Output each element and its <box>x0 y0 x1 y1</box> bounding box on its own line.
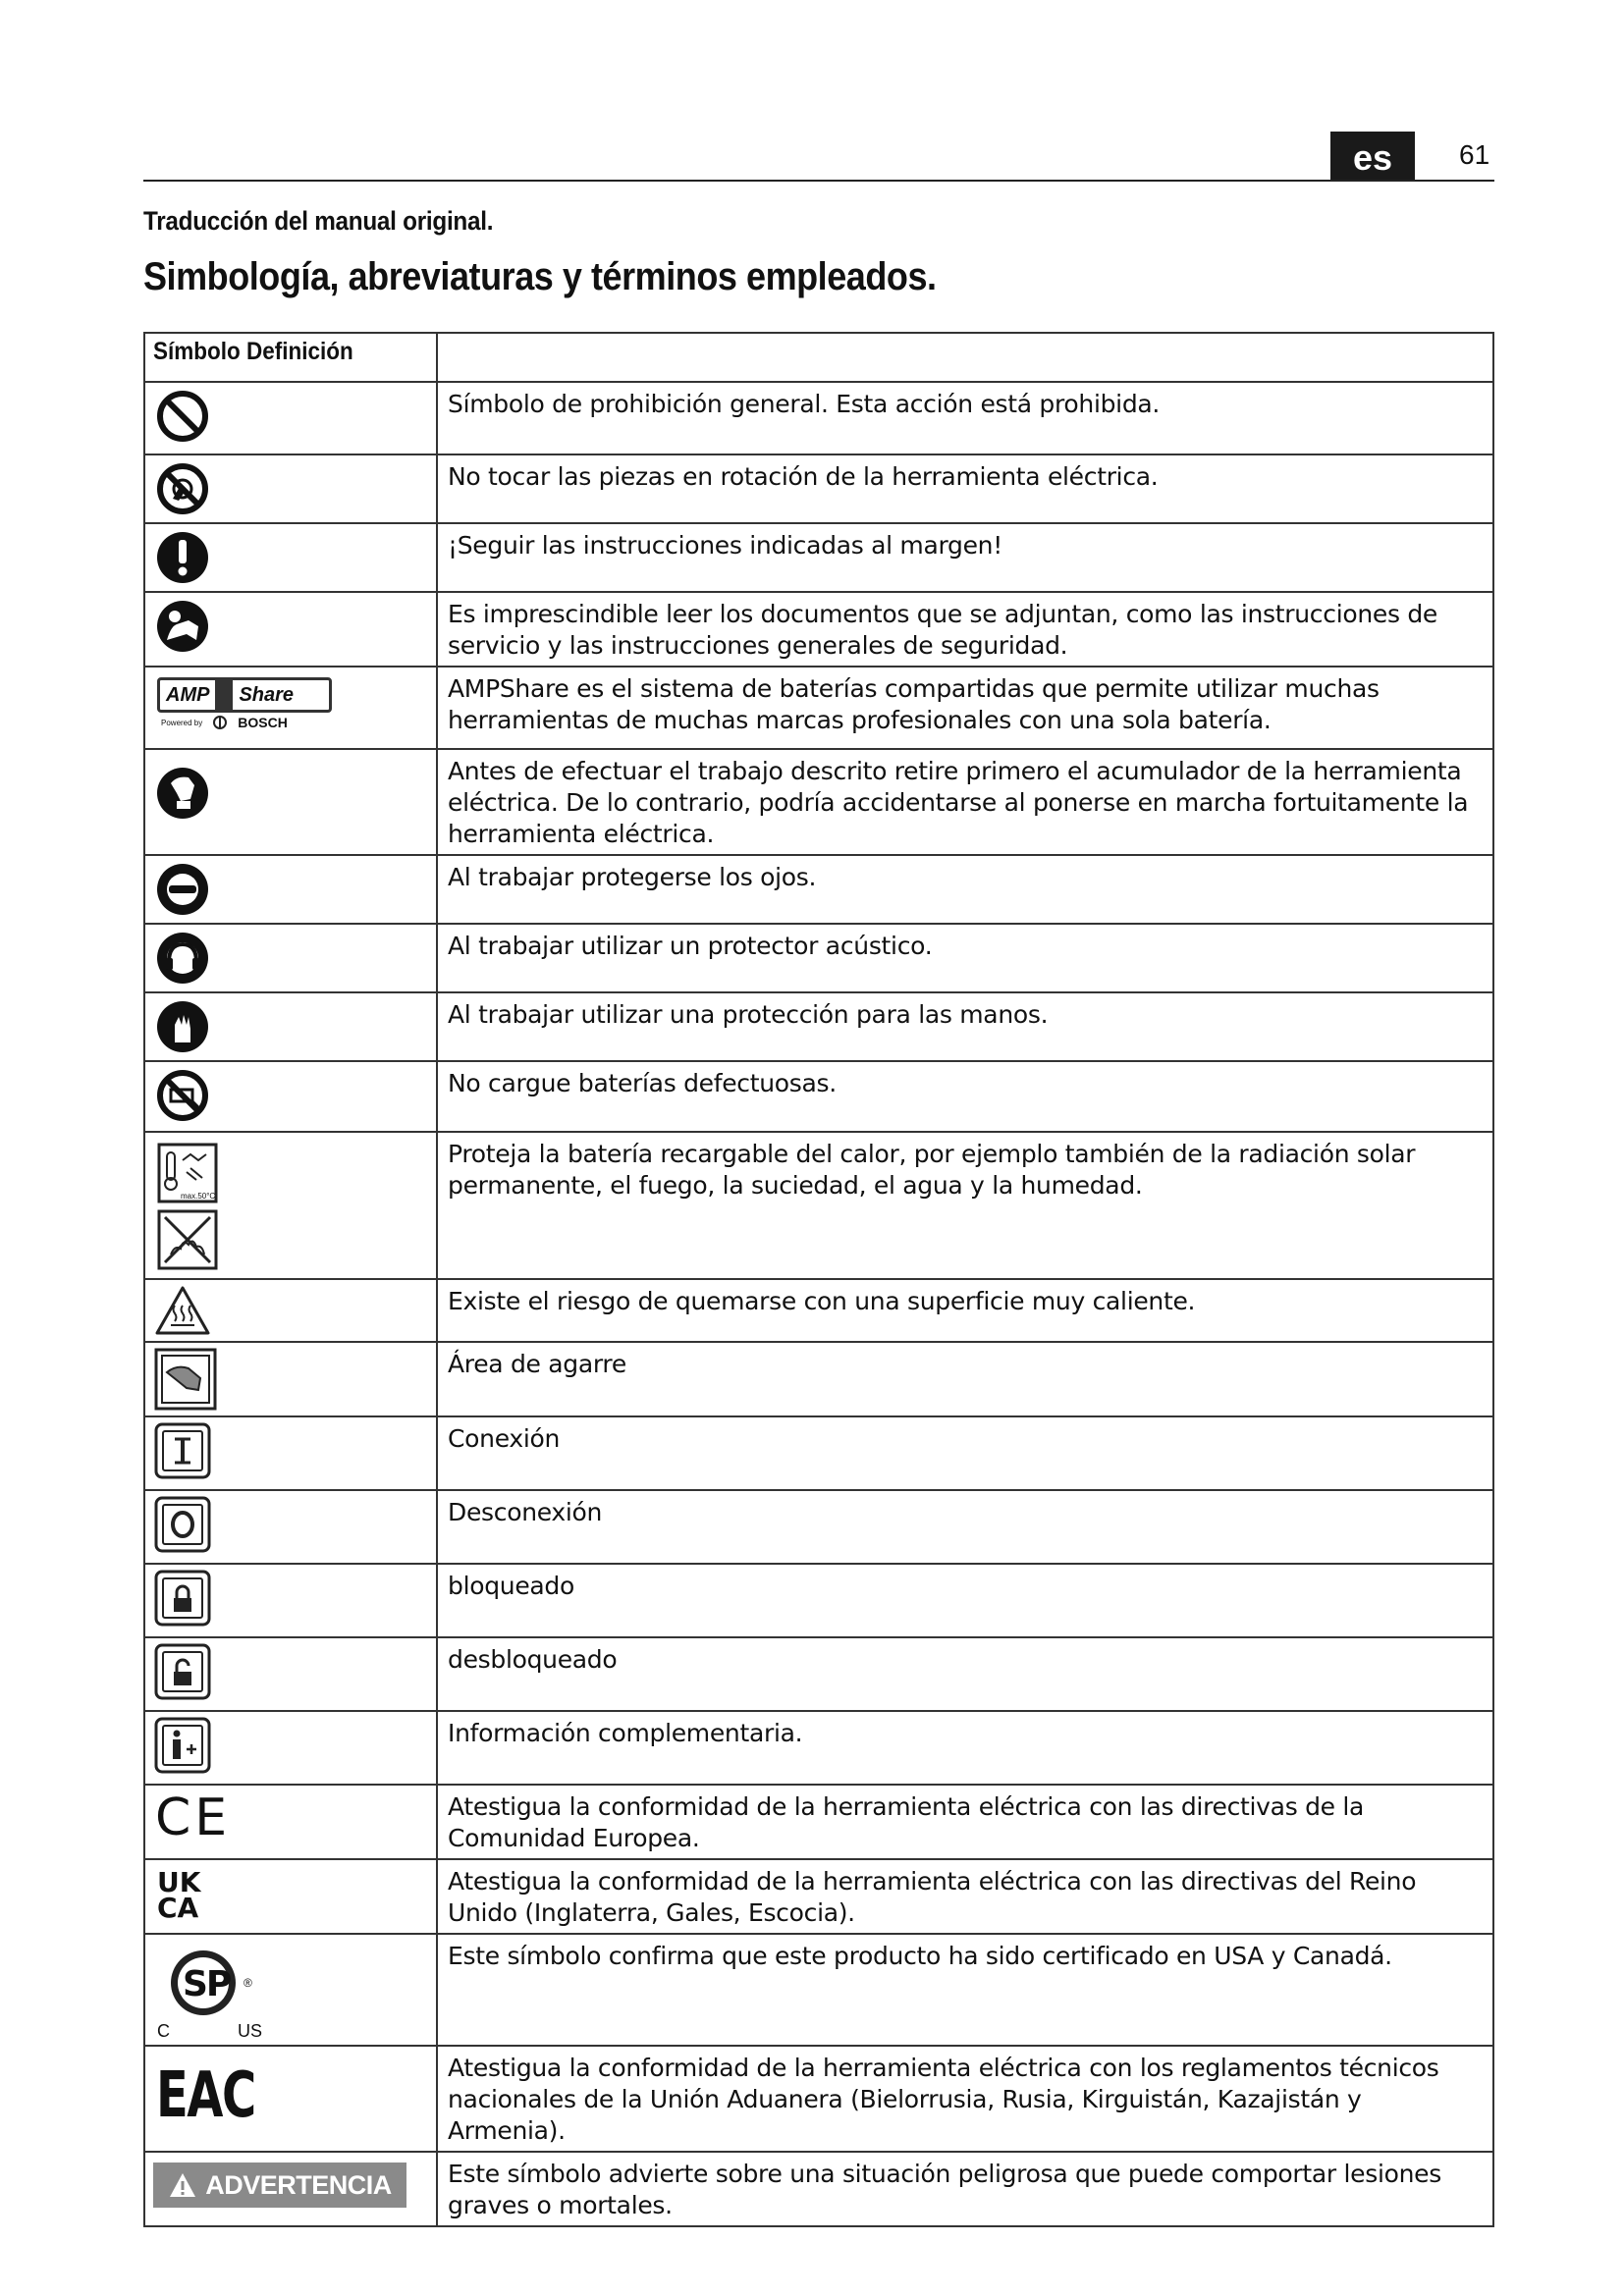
table-row <box>144 749 1493 855</box>
definition-cell: ¡Seguir las instrucciones indicadas al margen! <box>437 523 1493 592</box>
definition-cell: Proteja la batería recargable del calor, por ejemplo también de la radiación solar permanente, el fuego, la suciedad, el agua y la humedad. <box>437 1132 1493 1279</box>
table-row <box>144 523 1493 592</box>
table-row <box>144 1490 1493 1564</box>
warning-badge-label: ADVERTENCIA <box>205 2169 392 2200</box>
eye-protection-icon <box>153 860 212 919</box>
hand-protection-icon <box>153 997 212 1056</box>
table-row <box>144 1279 1493 1342</box>
table-row <box>144 1342 1493 1416</box>
definition-cell: Este símbolo confirma que este producto ha sido certificado en USA y Canadá. <box>437 1934 1493 2046</box>
grip-area-icon <box>153 1347 218 1412</box>
ampshare-brand-text: BOSCH <box>238 715 288 730</box>
page-title: Simbología, abreviaturas y términos empleados. <box>143 255 937 298</box>
prohibition-icon <box>153 387 212 446</box>
power-on-icon <box>153 1421 212 1480</box>
csa-letters: SP <box>183 1964 231 2004</box>
definition-cell: Símbolo de prohibición general. Esta acción está prohibida. <box>437 382 1493 454</box>
table-row <box>144 1132 1493 1279</box>
definition-cell: No cargue baterías defectuosas. <box>437 1061 1493 1132</box>
ampshare-amp-text: AMP <box>166 683 210 706</box>
warning-badge <box>153 2163 406 2208</box>
definition-cell: desbloqueado <box>437 1637 1493 1711</box>
table-row <box>144 454 1493 523</box>
temperature-label: max.50°C <box>181 1192 216 1201</box>
locked-icon <box>153 1569 212 1628</box>
table-row <box>144 1061 1493 1132</box>
remove-battery-icon <box>153 754 212 832</box>
csa-mark-icon <box>153 1939 428 2041</box>
table-row <box>144 2152 1493 2226</box>
csa-us-label: US <box>238 2021 263 2041</box>
definition-cell: Atestigua la conformidad de la herramienta eléctrica con los reglamentos técnicos nacionales de la Unión Aduanera (Bielorrusia, Rusia, Kirguistán, Kazajistán y Armenia). <box>437 2046 1493 2152</box>
definition-cell: Atestigua la conformidad de la herramienta eléctrica con las directivas del Reino Unido (Inglaterra, Gales, Escocia). <box>437 1859 1493 1934</box>
table-header-row <box>144 333 1493 382</box>
ear-protection-icon <box>153 929 212 988</box>
ampshare-logo <box>153 671 428 744</box>
definition-cell: No tocar las piezas en rotación de la herramienta eléctrica. <box>437 454 1493 523</box>
page-number: 61 <box>1459 139 1490 170</box>
no-touch-rotating-parts-icon <box>153 459 212 518</box>
table-row <box>144 992 1493 1061</box>
definition-cell: AMPShare es el sistema de baterías compartidas que permite utilizar muchas herramientas de muchas marcas profesionales con una sola batería. <box>437 667 1493 749</box>
table-row <box>144 1711 1493 1785</box>
table-row <box>144 667 1493 749</box>
no-charge-defective-battery-icon <box>153 1066 212 1125</box>
table-row <box>144 382 1493 454</box>
table-row <box>144 1859 1493 1934</box>
bosch-logo-icon <box>212 715 228 730</box>
ukca-bottom-text: CA <box>157 1892 199 1924</box>
definition-cell: Al trabajar utilizar un protector acústico. <box>437 924 1493 992</box>
header-rule <box>143 180 1494 182</box>
symbols-table <box>143 332 1494 2227</box>
ampshare-powered-text: Powered by <box>161 718 203 727</box>
table-header-label: Símbolo Definición <box>153 338 353 365</box>
ce-mark-icon: CE <box>155 1789 232 1847</box>
table-row <box>144 592 1493 667</box>
definition-cell: Al trabajar protegerse los ojos. <box>437 855 1493 924</box>
definition-cell: Desconexión <box>437 1490 1493 1564</box>
ampshare-divider <box>215 680 233 710</box>
definition-cell: Existe el riesgo de quemarse con una superficie muy caliente. <box>437 1279 1493 1342</box>
table-row <box>144 855 1493 924</box>
document-subtitle: Traducción del manual original. <box>143 206 494 236</box>
read-manual-icon <box>153 597 212 656</box>
info-icon <box>153 1716 212 1775</box>
language-tab: es <box>1330 132 1415 180</box>
battery-heat-protection-icon <box>153 1137 428 1274</box>
no-fire-water-icon <box>157 1209 218 1270</box>
eac-mark-icon: EAC <box>156 2059 255 2132</box>
csa-c-label: C <box>157 2021 170 2041</box>
table-header-cell <box>144 333 437 382</box>
definition-cell: Conexión <box>437 1416 1493 1490</box>
hot-surface-icon <box>153 1284 212 1337</box>
ukca-mark-icon <box>153 1864 428 1924</box>
unlocked-icon <box>153 1642 212 1701</box>
definition-cell: Es imprescindible leer los documentos que se adjuntan, como las instrucciones de servicio y las instrucciones generales de seguridad. <box>437 592 1493 667</box>
definition-cell: Área de agarre <box>437 1342 1493 1416</box>
table-row <box>144 1416 1493 1490</box>
csa-registered-mark: ® <box>244 1976 252 1990</box>
definition-cell: Atestigua la conformidad de la herramienta eléctrica con las directivas de la Comunidad Europea. <box>437 1785 1493 1859</box>
power-off-icon <box>153 1495 212 1554</box>
definition-cell: bloqueado <box>437 1564 1493 1637</box>
definition-cell: Este símbolo advierte sobre una situación peligrosa que puede comportar lesiones graves o mortales. <box>437 2152 1493 2226</box>
ukca-top-text: UK <box>157 1866 201 1898</box>
ampshare-share-text: Share <box>239 683 295 706</box>
table-row <box>144 1637 1493 1711</box>
table-row <box>144 1785 1493 1859</box>
definition-cell: Al trabajar utilizar una protección para las manos. <box>437 992 1493 1061</box>
table-row <box>144 2046 1493 2152</box>
definition-cell: Información complementaria. <box>437 1711 1493 1785</box>
table-row <box>144 924 1493 992</box>
warning-triangle-icon <box>168 2171 197 2199</box>
exclamation-icon <box>153 528 212 587</box>
table-row <box>144 1934 1493 2046</box>
definition-cell: Antes de efectuar el trabajo descrito retire primero el acumulador de la herramienta eléctrica. De lo contrario, podría accidentarse al ponerse en marcha fortuitamente la herramienta eléctrica. <box>437 749 1493 855</box>
table-row <box>144 1564 1493 1637</box>
